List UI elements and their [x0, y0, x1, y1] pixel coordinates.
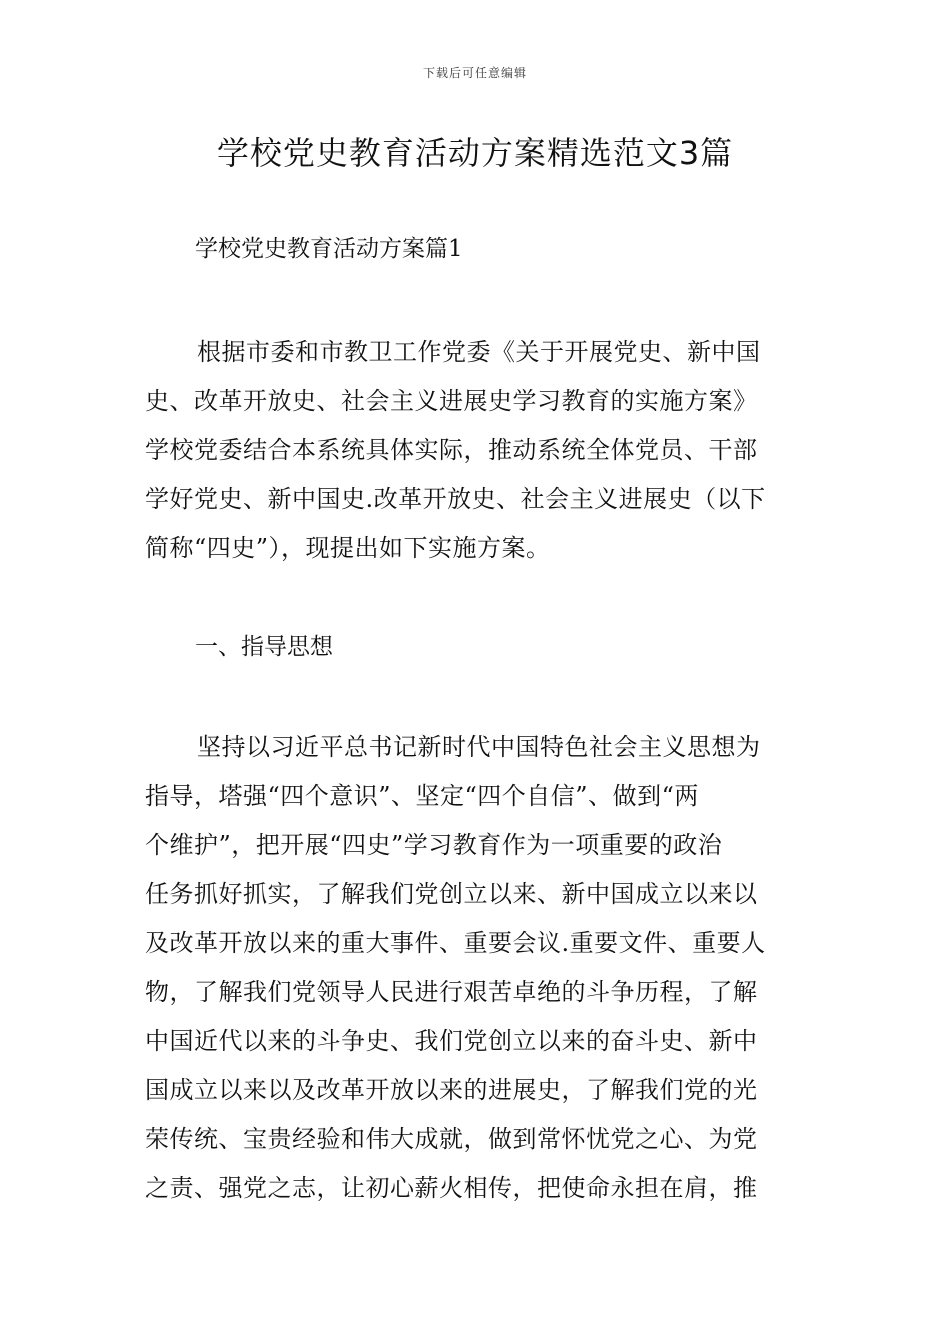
paragraph-line: 简称“四史”），现提出如下实施方案。 — [145, 534, 551, 562]
document-title: 学校党史教育活动方案精选范文3篇 — [216, 134, 734, 172]
paragraph-line: 任务抓好抓实，了解我们党创立以来、新中国成立以来以 — [145, 880, 758, 908]
paragraph-line: 指导，塔强“四个意识”、坚定“四个自信”、做到“两 — [145, 782, 699, 810]
paragraph-line: 中国近代以来的斗争史、我们党创立以来的奋斗史、新中 — [145, 1027, 758, 1055]
header-note: 下载后可任意编辑 — [422, 66, 527, 80]
intro-paragraph — [145, 328, 815, 573]
paragraph-line: 荣传统、宝贵经验和伟大成就，做到常怀忧党之心、为党 — [145, 1125, 758, 1153]
article-subtitle: 学校党史教育活动方案篇1 — [195, 236, 463, 262]
paragraph-line: 及改革开放以来的重大事件、重要会议.重要文件、重要人 — [145, 929, 766, 957]
paragraph-line: 学校党委结合本系统具体实际，推动系统全体党员、干部 — [145, 436, 758, 464]
paragraph-line: 史、改革开放史、社会主义进展史学习教育的实施方案》 — [145, 387, 758, 415]
section-heading-guiding-ideology: 一、指导思想 — [195, 634, 333, 660]
paragraph-line: 物，了解我们党领导人民进行艰苦卓绝的斗争历程，了解 — [145, 978, 758, 1006]
paragraph-line: 学好党史、新中国史.改革开放史、社会主义进展史（以下 — [145, 485, 766, 513]
paragraph-line: 坚持以习近平总书记新时代中国特色社会主义思想为 — [197, 733, 761, 761]
paragraph-line: 根据市委和市教卫工作党委《关于开展党史、新中国 — [197, 338, 761, 366]
paragraph-line: 个维护”，把开展“四史”学习教育作为一项重要的政治 — [145, 831, 723, 859]
paragraph-line: 国成立以来以及改革开放以来的进展史，了解我们党的光 — [145, 1076, 758, 1104]
guiding-ideology-paragraph — [145, 723, 815, 1213]
paragraph-line: 之责、强党之志，让初心薪火相传，把使命永担在肩，推 — [145, 1174, 758, 1202]
